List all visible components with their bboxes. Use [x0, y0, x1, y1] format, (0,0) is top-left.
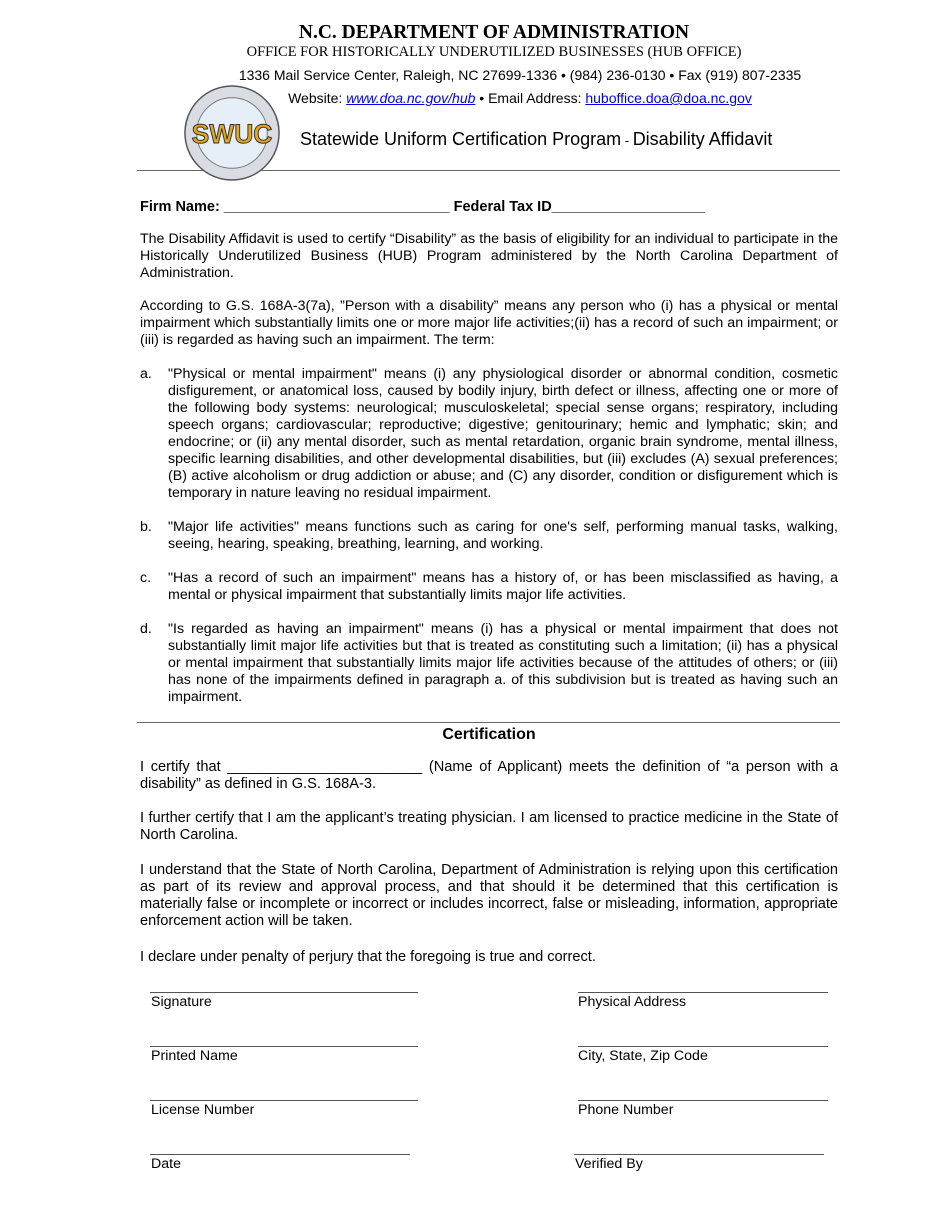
phone-number-line[interactable] [578, 1100, 828, 1101]
item-text: "Is regarded as having an impairment" means (i) has a physical or mental impairment that does not substantially limit major life activities but that is treated as constituting such a limitation; (ii) has a physical or mental impairment that substantially limits major life activities because of the attitudes of others; or (iii) has none of the impairments defined in paragraph a. of this subdivision but is treated as having such an impairment. [168, 621, 838, 705]
city-state-zip-label: City, State, Zip Code [578, 1048, 708, 1064]
certify-applicant-paragraph: I certify that ________________________ (Name of Applicant) meets the definition of “a person with a disability” as defined in G.S. 168A-3. [140, 759, 838, 792]
printed-name-label: Printed Name [151, 1048, 238, 1064]
website-label: Website: [288, 90, 347, 106]
item-text: "Has a record of such an impairment" means has a history of, or has been misclassified as having, a mental or physical impairment that substantially limits major life activities. [168, 570, 838, 603]
item-letter: a. [140, 366, 152, 382]
license-number-label: License Number [151, 1102, 255, 1118]
section-divider [137, 722, 840, 723]
reliance-paragraph: I understand that the State of North Carolina, Department of Administration is relying upon this certification as part of its review and approval process, and that should it be determined that this certification is materially false or incomplete or incorrect or includes incorrect, false or misleading, information, appropriate enforcement action will be taken. [140, 862, 838, 929]
city-state-zip-line[interactable] [578, 1046, 828, 1047]
federal-tax-id-field[interactable]: Federal Tax ID___________________ [453, 199, 705, 215]
program-name: Statewide Uniform Certification Program [300, 129, 622, 149]
swuc-seal-logo [183, 84, 281, 182]
definition-item-c [140, 570, 838, 604]
item-letter: b. [140, 519, 152, 535]
item-letter: c. [140, 570, 152, 586]
certification-heading: Certification [442, 726, 536, 743]
form-name: Disability Affidavit [632, 129, 773, 149]
physical-address-line[interactable] [578, 992, 828, 993]
website-link[interactable]: www.doa.nc.gov/hub [346, 90, 476, 106]
definition-paragraph: According to G.S. 168A-3(7a), ”Person with a disability” means any person who (i) has a physical or mental impairment which substantially limits one or more major life activities;(ii) has a record of such an impairment; or (iii) is regarded as having such an impairment. The term: [140, 298, 838, 348]
item-text: "Physical or mental impairment" means (i) any physiological disorder or abnormal condition, cosmetic disfigurement, or anatomical loss, caused by bodily injury, birth defect or illness, affecting one or more of the following body systems: neurological; musculoskeletal; special sense organs; respiratory, including speech organs; cardiovascular; reproductive; digestive; genitourinary; hemic and lymphatic; skin; and endocrine; or (ii) any mental disorder, such as mental retardation, organic brain syndrome, mental illness, specific learning disabilities, and other developmental disabilities, but (iii) excludes (A) sexual preferences; (B) active alcoholism or drug addiction or abuse; and (C) any disorder, condition or disfigurement which is temporary in nature leaving no residual impairment. [168, 366, 838, 501]
department-title: N.C. DEPARTMENT OF ADMINISTRATION [298, 22, 690, 43]
item-letter: d. [140, 621, 152, 637]
program-separator: - [621, 133, 633, 148]
definition-item-a [140, 366, 838, 502]
signature-label: Signature [151, 994, 212, 1010]
physician-paragraph: I further certify that I am the applicant’s treating physician. I am licensed to practice medicine in the State of North Carolina. [140, 810, 838, 843]
intro-paragraph: The Disability Affidavit is used to certify “Disability” as the basis of eligibility for an individual to participate in the Historically Underutilized Business (HUB) Program administered by the North Carolina Department of Administration. [140, 231, 838, 281]
address-line: 1336 Mail Service Center, Raleigh, NC 27699-1336 • (984) 236-0130 • Fax (919) 807-2335 [238, 67, 802, 83]
firm-fields [140, 199, 705, 215]
item-text: "Major life activities" means functions such as caring for one's self, performing manual tasks, walking, seeing, hearing, speaking, breathing, learning, and working. [168, 519, 838, 552]
svg-text:SWUC: SWUC [191, 118, 273, 149]
firm-name-field[interactable]: Firm Name: ____________________________ [140, 199, 454, 215]
program-title [300, 129, 772, 150]
perjury-declaration: I declare under penalty of perjury that the foregoing is true and correct. [140, 949, 596, 965]
definition-item-d [140, 621, 838, 706]
printed-name-line[interactable] [150, 1046, 418, 1047]
office-subtitle: OFFICE FOR HISTORICALLY UNDERUTILIZED BUSINESSES (HUB OFFICE) [246, 44, 742, 60]
email-link[interactable]: huboffice.doa@doa.nc.gov [585, 90, 752, 106]
phone-number-label: Phone Number [578, 1102, 674, 1118]
date-label: Date [151, 1156, 181, 1172]
definition-item-b [140, 519, 838, 553]
physical-address-label: Physical Address [578, 994, 687, 1010]
email-label: • Email Address: [475, 90, 586, 106]
verified-by-line[interactable] [574, 1154, 824, 1155]
date-line[interactable] [150, 1154, 410, 1155]
verified-by-label: Verified By [575, 1156, 643, 1172]
signature-line[interactable] [150, 992, 418, 993]
contact-line [0, 90, 950, 106]
license-number-line[interactable] [150, 1100, 418, 1101]
